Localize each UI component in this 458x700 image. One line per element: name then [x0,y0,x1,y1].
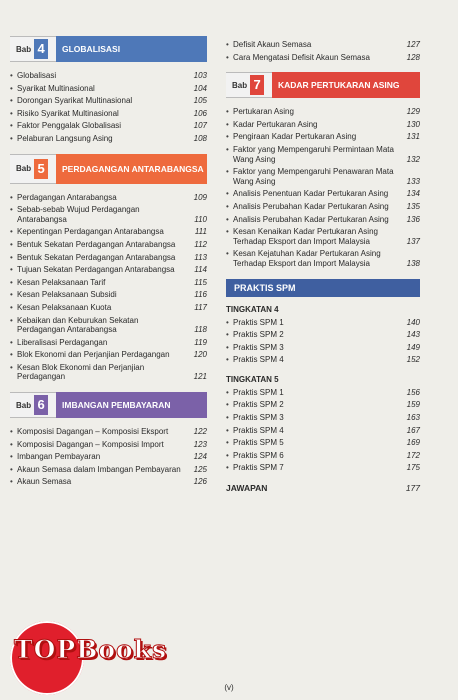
toc-entry-title: • Akaun Semasa dalam Imbangan Pembayaran [17,464,181,474]
bab-word: Bab [16,44,32,54]
toc-entry [10,265,207,275]
toc-entry-title: • Blok Ekonomi dan Perjanjian Perdagangan [17,350,170,360]
toc-entry-title: • Praktis SPM 1 [233,387,284,397]
bab-number: 4 [34,39,48,59]
toc-entry [10,350,207,360]
toc-entry-page: 110 [194,214,207,224]
toc-entry-title: • Defisit Akaun Semasa [233,40,312,49]
toc-entry [226,189,420,199]
toc-entry-page: 149 [406,342,420,352]
toc-entry-title: • Kepentingan Perdagangan Antarabangsa [17,227,164,237]
logo-text [14,635,167,664]
toc-entry [10,477,207,487]
toc-entry [226,413,420,423]
toc-entry-page: 159 [406,400,420,410]
toc-entry-title: • Dorongan Syarikat Multinasional [17,96,133,106]
jawapan-page: 177 [405,483,420,494]
toc-entry [10,121,207,131]
left-column [10,36,207,497]
toc-entry-page: 152 [406,355,420,365]
toc-entry [10,427,207,437]
praktis-spm-header: PRAKTIS SPM [226,279,420,297]
toc-entry-title: • Praktis SPM 3 [233,413,284,423]
toc-entry [10,205,207,224]
toc-entry-page: 107 [193,121,207,131]
toc-entry [10,316,207,335]
toc-entry [10,303,207,313]
toc-entry [10,227,207,237]
toc-entry [226,53,420,63]
toc-entry-page: 163 [406,413,420,423]
toc-entry-page: 105 [193,96,207,106]
toc-entry [226,215,420,225]
toc-entry-title: • Bentuk Sekatan Perdagangan Antarabangsa [17,252,176,262]
toc-entry-page: 111 [194,227,207,237]
toc-entry-page: 133 [406,176,420,186]
toc-entry [226,388,420,398]
bab-7-header [226,72,420,98]
toc-entry-title: • Praktis SPM 6 [233,450,284,460]
toc-entry-page: 132 [406,154,420,164]
toc-entry-title: • Faktor yang Mempengaruhi Penawaran Mata Wang Asing [233,167,394,186]
toc-entry [10,465,207,475]
toc-entry-page: 108 [193,133,207,143]
toc-entry [226,167,420,186]
bab-6-continued-list [226,40,420,62]
toc-entry [10,278,207,288]
toc-entry-title: • Praktis SPM 5 [233,438,284,448]
toc-entry [226,249,420,268]
toc-entry [10,363,207,382]
toc-entry-title: • Risiko Syarikat Multinasional [17,108,119,118]
bab-tag [226,72,272,98]
toc-entry-page: 128 [406,52,420,62]
toc-entry [10,240,207,250]
logo-text-books: Books [76,635,168,664]
jawapan-entry [226,483,420,493]
toc-entry-title: • Analisis Penentuan Kadar Pertukaran Asing [233,189,389,199]
bab-tag [10,36,56,62]
toc-entry-title: • Syarikat Multinasional [17,83,95,93]
toc-entry-page: 117 [194,302,207,312]
toc-entry-title: • Kesan Kenaikan Kadar Pertukaran Asing Terhadap Eksport dan Import Malaysia [233,227,378,246]
bab-word: Bab [16,400,32,410]
right-column [226,40,420,493]
toc-entry-title: • Kesan Blok Ekonomi dan Perjanjian Perdagangan [17,362,145,382]
bab-word: Bab [232,80,248,90]
toc-entry [226,426,420,436]
toc-entry-title: • Kesan Pelaksanaan Tarif [17,277,106,287]
toc-entry [10,253,207,263]
toc-entry-title: • Akaun Semasa [17,477,72,487]
toc-entry-page: 123 [193,439,207,449]
toc-entry-title: • Cara Mengatasi Defisit Akaun Semasa [233,52,370,62]
toc-entry [226,400,420,410]
tingkatan-5-label: TINGKATAN 5 [226,374,279,384]
toc-entry-page: 167 [406,425,420,435]
bab-6-list [10,427,207,487]
toc-entry-page: 175 [406,463,420,473]
tingkatan-4-list [226,318,420,365]
toc-entry-page: 125 [193,464,207,474]
toc-entry-page: 113 [194,252,207,262]
bab-title: KADAR PERTUKARAN ASING [272,72,420,98]
bab-6-header [10,392,207,418]
toc-entry-page: 138 [406,258,420,268]
toc-entry [226,120,420,130]
toc-entry-page: 156 [406,387,420,397]
toc-entry-page: 124 [193,452,207,462]
bab-4-list [10,71,207,144]
toc-entry-title: • Pelaburan Langsung Asing [17,133,113,143]
page-number: (v) [224,683,234,692]
toc-entry-title: • Kesan Pelaksanaan Kuota [17,302,112,312]
bab-title: PERDAGANGAN ANTARABANGSA [56,154,207,184]
toc-entry [226,40,420,50]
toc-entry-title: • Praktis SPM 3 [233,342,284,352]
toc-entry [10,134,207,144]
toc-entry-title: • Pertukaran Asing [233,107,294,117]
toc-entry-page: 121 [193,372,207,382]
bab-tag [10,154,56,184]
toc-entry-page: 116 [194,290,207,300]
toc-entry [10,290,207,300]
toc-entry-page: 118 [194,325,207,335]
bab-number: 5 [34,159,48,179]
toc-entry [10,96,207,106]
toc-entry-title: • Komposisi Dagangan – Komposisi Import [17,439,164,449]
toc-entry [226,451,420,461]
toc-entry [226,330,420,340]
toc-entry-title: • Pengiraan Kadar Pertukaran Asing [233,132,357,142]
toc-entry [226,355,420,365]
toc-entry-page: 136 [406,214,420,224]
toc-entry-page: 109 [193,192,207,202]
toc-entry [226,318,420,328]
toc-entry-title: • Praktis SPM 2 [233,400,284,410]
toc-entry-title: • Analisis Perubahan Kadar Pertukaran Asing [233,201,389,211]
toc-entry-page: 126 [193,477,207,487]
bab-number: 6 [34,395,48,415]
tingkatan-5-list [226,388,420,473]
toc-entry-title: • Kesan Kejatuhan Kadar Pertukaran Asing Terhadap Eksport dan Import Malaysia [233,249,381,268]
bab-5-header [10,154,207,184]
toc-entry-page: 106 [193,108,207,118]
jawapan-label: JAWAPAN [226,483,268,494]
toc-entry-title: • Tujuan Sekatan Perdagangan Antarabangsa [17,265,175,275]
logo-text-top: TOP [14,635,77,664]
bab-tag [10,392,56,418]
toc-entry-page: 122 [193,427,207,437]
bab-title: GLOBALISASI [56,36,207,62]
toc-entry-page: 120 [193,350,207,360]
toc-entry-title: • Liberalisasi Perdagangan [17,337,108,347]
toc-entry-title: • Praktis SPM 4 [233,355,284,365]
toc-entry [226,343,420,353]
toc-entry-title: • Komposisi Dagangan – Komposisi Eksport [17,427,169,437]
toc-entry-title: • Analisis Perubahan Kadar Pertukaran Asing [233,214,389,224]
bab-5-list [10,193,207,383]
toc-entry-title: • Faktor yang Mempengaruhi Permintaan Mata Wang Asing [233,144,394,164]
toc-entry-page: 172 [406,450,420,460]
toc-entry [226,438,420,448]
toc-entry [226,227,420,246]
toc-entry-page: 131 [406,132,420,142]
bab-word: Bab [16,164,32,174]
bab-title: IMBANGAN PEMBAYARAN [56,392,207,418]
toc-entry-page: 130 [406,119,420,129]
toc-entry-title: • Bentuk Sekatan Perdagangan Antarabangsa [17,239,176,249]
toc-entry-page: 119 [194,337,207,347]
toc-entry-page: 143 [406,330,420,340]
toc-entry-title: • Praktis SPM 4 [233,425,284,435]
toc-entry-page: 169 [406,438,420,448]
toc-entry [10,71,207,81]
toc-entry-page: 129 [406,107,420,117]
toc-entry-page: 134 [406,189,420,199]
bab-number: 7 [250,75,264,95]
toc-entry-page: 140 [406,317,420,327]
bab-4-header [10,36,207,62]
toc-entry-page: 135 [406,201,420,211]
toc-entry-title: • Faktor Penggalak Globalisasi [17,121,122,131]
toc-entry [226,107,420,117]
toc-entry-page: 137 [406,236,420,246]
toc-entry-page: 112 [194,239,207,249]
topbooks-logo [0,613,205,700]
toc-entry [10,440,207,450]
toc-entry-title: • Sebab-sebab Wujud Perdagangan Antarabangsa [17,205,140,224]
toc-entry-page: 103 [193,71,207,80]
toc-entry-title: • Kebaikan dan Keburukan Sekatan Perdagangan Antarabangsa [17,315,139,335]
toc-entry [10,193,207,203]
toc-entry-page: 115 [194,277,207,287]
toc-entry [10,84,207,94]
toc-entry [10,109,207,119]
toc-entry-page: 114 [194,265,207,275]
toc-entry [10,338,207,348]
toc-entry-title: • Kesan Pelaksanaan Subsidi [17,290,117,300]
toc-entry-title: • Perdagangan Antarabangsa [17,192,117,202]
toc-entry [226,463,420,473]
toc-entry [226,202,420,212]
toc-entry-title: • Kadar Pertukaran Asing [233,119,318,129]
toc-entry [226,145,420,164]
toc-entry-page: 104 [193,83,207,93]
bab-7-list [226,107,420,268]
toc-entry-title: • Globalisasi [17,71,57,80]
tingkatan-4-label: TINGKATAN 4 [226,304,279,314]
toc-entry-title: • Imbangan Pembayaran [17,452,101,462]
toc-entry [226,132,420,142]
toc-entry-page: 127 [406,40,420,49]
toc-entry [10,452,207,462]
toc-entry-title: • Praktis SPM 7 [233,463,284,473]
toc-entry-title: • Praktis SPM 2 [233,330,284,340]
toc-entry-title: • Praktis SPM 1 [233,317,284,327]
